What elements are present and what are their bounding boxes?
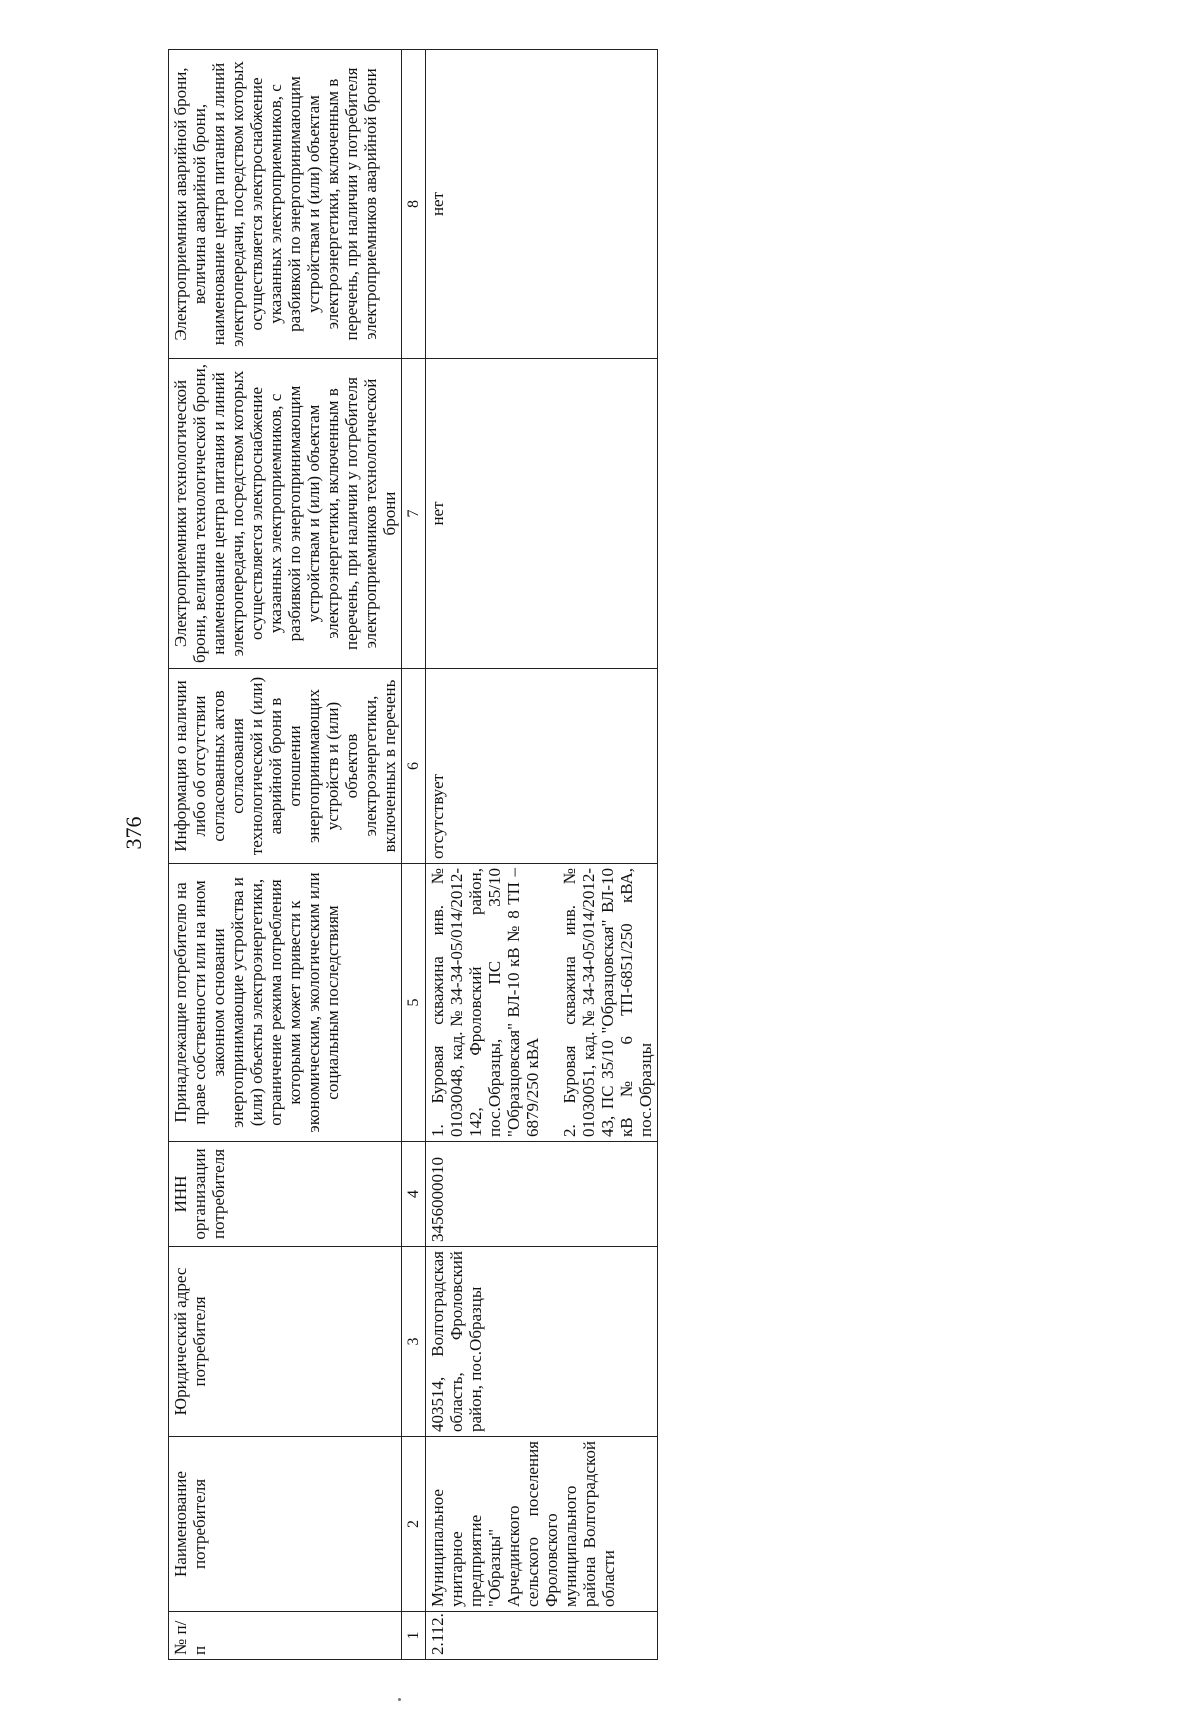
- consumer-name: Муниципальное унитарное предприятие "Образцы" Арчединского сельского поселения Фроловского муниципального района Волгоградской области: [426, 1437, 658, 1612]
- header-inn: ИНН организации потребителя: [169, 1142, 402, 1247]
- device-entry: 1. Буровая скважина инв. № 01030048, кад. № 34-34-05/014/2012-142, Фроловский район, пос.Образцы, ПС 35/10 "Образцовская" ВЛ-10 кВ № 8 ТП – 6879/250 кВА: [428, 868, 542, 1137]
- acts-value: отсутствует: [426, 669, 658, 864]
- column-number: 1: [402, 1612, 426, 1660]
- devices-cell: [426, 864, 658, 1142]
- table-row: [426, 50, 658, 1660]
- header-row: [169, 50, 402, 1660]
- column-number: 4: [402, 1142, 426, 1247]
- column-number: 6: [402, 669, 426, 864]
- device-entry: 2. Буровая скважина инв. № 01030051, кад. № 34-34-05/014/2012-43, ПС 35/10 "Образцовская" ВЛ-10 кВ № 6 ТП-6851/250 кВА, пос.Образцы: [560, 868, 655, 1137]
- column-number: 7: [402, 359, 426, 669]
- legal-address: 403514, Волгоградская область, Фроловский район, пос.Образцы: [426, 1247, 658, 1437]
- scan-artifact-dot: [398, 1698, 401, 1701]
- column-number: 3: [402, 1247, 426, 1437]
- emergency-reserve-value: нет: [426, 50, 658, 359]
- rotated-table-container: [168, 50, 1058, 1660]
- column-number: 8: [402, 50, 426, 359]
- header-devices: Принадлежащие потребителю на праве собственности или на ином законном основании энергопринимающие устройства и (или) объекты электроэнергетики, ограничение режима потребления которыми может привести к экономическим, экологическим или социальным последствиям: [169, 864, 402, 1142]
- header-acts-info: Информация о наличии либо об отсутствии согласованных актов согласования технологической и (или) аварийной брони в отношении энергопринимающих устройств и (или) объектов электроэнергетики, включенных в перечень: [169, 669, 402, 864]
- tech-reserve-value: нет: [426, 359, 658, 669]
- row-number: 2.112.: [426, 1612, 658, 1660]
- page-number: 376: [121, 816, 146, 850]
- consumers-table: [168, 49, 658, 1660]
- column-number: 5: [402, 864, 426, 1142]
- header-legal-address: Юридический адрес потребителя: [169, 1247, 402, 1437]
- header-consumer-name: Наименование потребителя: [169, 1437, 402, 1612]
- column-number-row: [402, 50, 426, 1660]
- column-number: 2: [402, 1437, 426, 1612]
- header-emergency-reserve: Электроприемники аварийной брони, величина аварийной брони, наименование центра питания и линий электропередачи, посредством которых осуществляется электроснабжение указанных электроприемников, с разбивкой по энергопринимающим устройствам и (или) объектам электроэнергетики, включенным в перечень, при наличии у потребителя электроприемников аварийной брони: [169, 50, 402, 359]
- header-number: № п/п: [169, 1612, 402, 1660]
- inn-value: 3456000010: [426, 1142, 658, 1247]
- header-tech-reserve: Электроприемники технологической брони, величина технологической брони, наименование центра питания и линий электропередачи, посредством которых осуществляется электроснабжение указанных электроприемников, с разбивкой по энергопринимающим устройствам и (или) объектам электроэнергетики, включенным в перечень, при наличии у потребителя электроприемников технологической брони: [169, 359, 402, 669]
